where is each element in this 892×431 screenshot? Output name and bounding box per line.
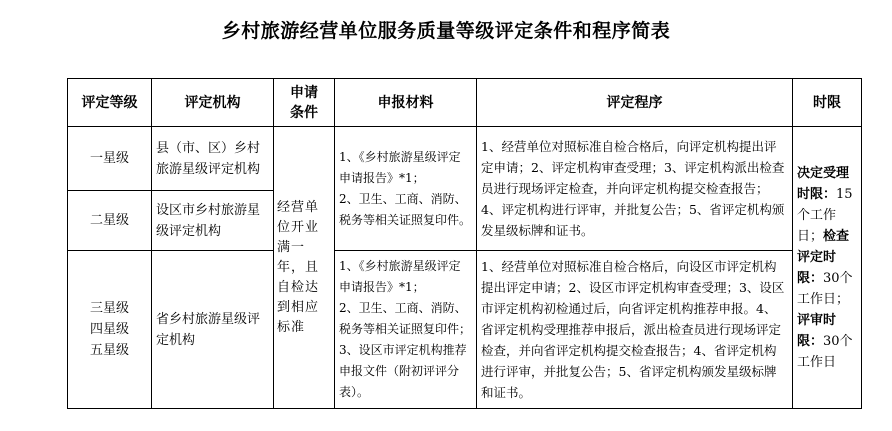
- accept-time-label: 决定受理时限：: [797, 165, 850, 202]
- level-two-star: 二星级: [68, 191, 152, 251]
- inspect-time-value: 30个工作日；: [797, 270, 853, 307]
- procedure-low: 1、经营单位对照标准自检合格后，向评定机构提出评定申请；2、评定机构审查受理；3、评定机构派出检查员进行现场评定检查，并向评定机构提交检查报告；4、评定机构进行评审，并批复公告；5、省评定机构颁发星级标牌和证书。: [477, 127, 793, 251]
- table-row: [68, 127, 862, 191]
- header-materials: 申报材料: [335, 79, 477, 127]
- evaluation-table: [67, 78, 862, 409]
- header-time-limit: 时限: [793, 79, 862, 127]
- header-condition: 申请 条件: [274, 79, 335, 127]
- agency-city: 设区市乡村旅游星级评定机构: [152, 191, 274, 251]
- review-time-label: 评审时限：: [797, 312, 837, 349]
- review-time-value: 30个工作日: [797, 333, 853, 370]
- agency-county: 县（市、区）乡村旅游星级评定机构: [152, 127, 274, 191]
- materials-low: 1、《乡村旅游星级评定申请报告》*1； 2、卫生、工商、消防、税务等相关证照复印件。: [335, 127, 477, 251]
- header-procedure: 评定程序: [477, 79, 793, 127]
- header-row: [68, 79, 862, 127]
- level-one-star: 一星级: [68, 127, 152, 191]
- materials-high: 1、《乡村旅游星级评定申请报告》*1； 2、卫生、工商、消防、税务等相关证照复印件； 3、设区市评定机构推荐申报文件（附初评评分表）。: [335, 251, 477, 409]
- agency-province: 省乡村旅游星级评定机构: [152, 251, 274, 409]
- time-limit-cell: [793, 127, 862, 409]
- table-row: [68, 251, 862, 409]
- header-level: 评定等级: [68, 79, 152, 127]
- accept-time-value: 15个工作日；: [797, 186, 853, 244]
- application-condition: 经营单位开业满一年，且自检达到相应标准: [274, 127, 335, 409]
- inspect-time-label: 检查评定时限：: [797, 228, 850, 286]
- header-agency: 评定机构: [152, 79, 274, 127]
- page-title: 乡村旅游经营单位服务质量等级评定条件和程序简表: [221, 20, 671, 42]
- procedure-high: 1、经营单位对照标准自检合格后，向设区市评定机构提出评定申请；2、设区市评定机构审查受理；3、设区市评定机构初检通过后，向省评定机构推荐申报。4、省评定机构受理推荐申报后，派出检查员进行现场评定检查，并向省评定机构提交检查报告；4、省评定机构进行评审，并批复公告；5、省评定机构颁发星级标牌和证书。: [477, 251, 793, 409]
- level-three-to-five-star: 三星级 四星级 五星级: [68, 251, 152, 409]
